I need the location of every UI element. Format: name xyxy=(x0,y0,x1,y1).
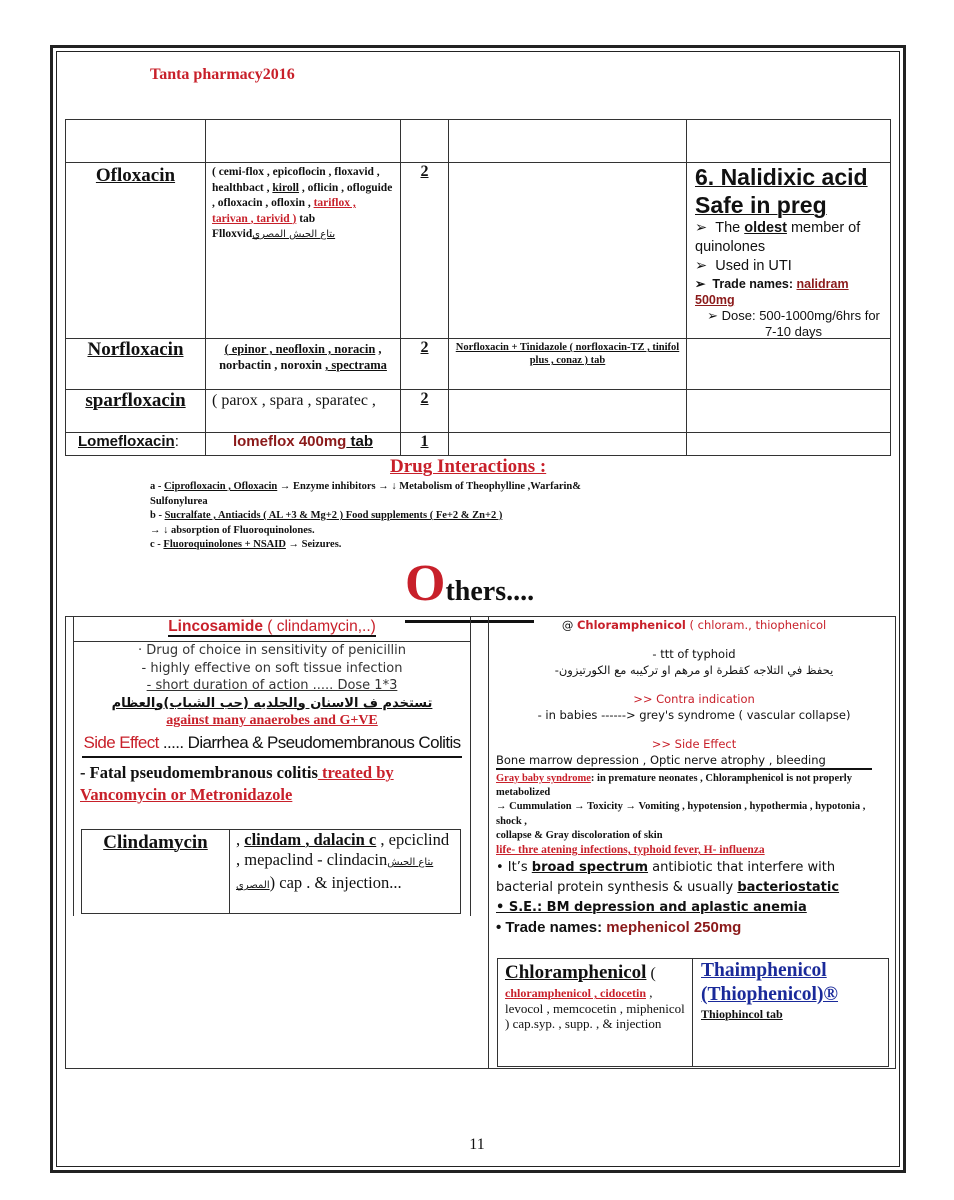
table-row-norfloxacin-name: Norfloxacin xyxy=(65,338,206,390)
sparfloxacin-brands: ( parox , spara , sparatec , xyxy=(205,389,401,433)
sparfloxacin-count: 2 xyxy=(400,389,449,433)
table-row-sparfloxacin-name: sparfloxacin xyxy=(65,389,206,433)
ofloxacin-brands: ( cemi-flox , epicoflocin , floxavid , healthbact , kiroll , oflicin , ofloguide , ofloxacin , ofloxin , tariflox , tarivan , tarivid ) tab Flloxvidبتاع الجيش المصري xyxy=(205,162,401,339)
lincosamide-section: Lincosamide ( clindamycin,..) · Drug of choice in sensitivity of penicillin - highly effective on soft tissue infection - short duration of action ..... Dose 1*3 تستخدم ف الاسنان والجلديه (حب الشباب)والعظام against many anaerobes and G+VE Side Effect ..... Diarrhea & Pseudomembranous Colitis - Fatal pseudomembranous colitis treated by Vancomycin or Metronidazole xyxy=(73,616,471,916)
ofloxacin-count: 2 xyxy=(400,162,449,339)
chloramphenicol-brands-table: Chloramphenicol ( chloramphenicol , cidocetin , levocol , memcocetin , miphenicol ) cap.syp. , supp. , & injection Thaimphenicol (Thiophenicol)® Thiophincol tab xyxy=(497,958,889,1067)
nalidixic-cell: 6. Nalidixic acid Safe in preg ➢ The oldest member of quinolones ➢ Used in UTI ➢ Trade names: nalidram 500mg ➢ Dose: 500-1000mg/6hrs for 7-10 days xyxy=(686,162,891,339)
drug-interactions-list: a - Ciprofloxacin , Ofloxacin → Enzyme inhibitors → ↓ Metabolism of Theophylline ,Warfarin& Sulfonylurea b - Sucralfate , Antiacids ( AL +3 & Mg+2 ) Food supplements ( Fe+2 & Zn+2 ) → ↓ absorption of Fluoroquinolones. c - Fluoroquinolones + NSAID → Seizures. xyxy=(150,481,581,550)
chloramphenicol-section: @ Chloramphenicol ( chloram., thiophenicol - ttt of typhoid -يحفظ في التلاجه كقطرة او مرهم او تركيبه مع الكورتيزون >> Contra indication - in babies ------> grey's syndrome ( vascular collapse) >> Side Effect Bone marrow depression , Optic nerve atrophy , bleeding Gray baby syndrome: in premature neonates , Chloramphenicol is not properly metabolized → Cummulation → Toxicity → Vomiting , hypotension , hypothermia , hypotonia , shock , collapse & Gray discoloration of skin life- thre atening infections, typhoid fever, H- influenza • It’s broad spectrum antibiotic that interfere with bacterial protein synthesis & usually bacteriostatic • S.E.: BM depression and aplastic anemia • Trade names: mephenicol 250mg xyxy=(496,618,892,937)
norfloxacin-count: 2 xyxy=(400,338,449,390)
lomefloxacin-brand: lomeflox 400mg tab xyxy=(205,432,401,456)
page-number: 11 xyxy=(469,1136,485,1153)
drug-interactions-title: Drug Interactions : xyxy=(390,456,547,477)
table-row-lomefloxacin-name: Lomefloxacin: xyxy=(65,432,206,456)
table-row-ofloxacin-name: Ofloxacin xyxy=(65,162,206,339)
lomefloxacin-count: 1 xyxy=(400,432,449,456)
clindamycin-table: Clindamycin , clindam , dalacin c , epciclind , mepaclind - clindacinبتاع الجيش المصري) cap . & injection... xyxy=(81,829,461,914)
others-heading: Others.... xyxy=(405,560,534,623)
header-title: Tanta pharmacy2016 xyxy=(150,66,295,83)
norfloxacin-brands: ( epinor , neofloxin , noracin , norbactin , noroxin , spectrama xyxy=(205,338,401,390)
norfloxacin-combination: Norfloxacin + Tinidazole ( norfloxacin-TZ , tinifol plus , conaz ) tab xyxy=(448,338,687,390)
